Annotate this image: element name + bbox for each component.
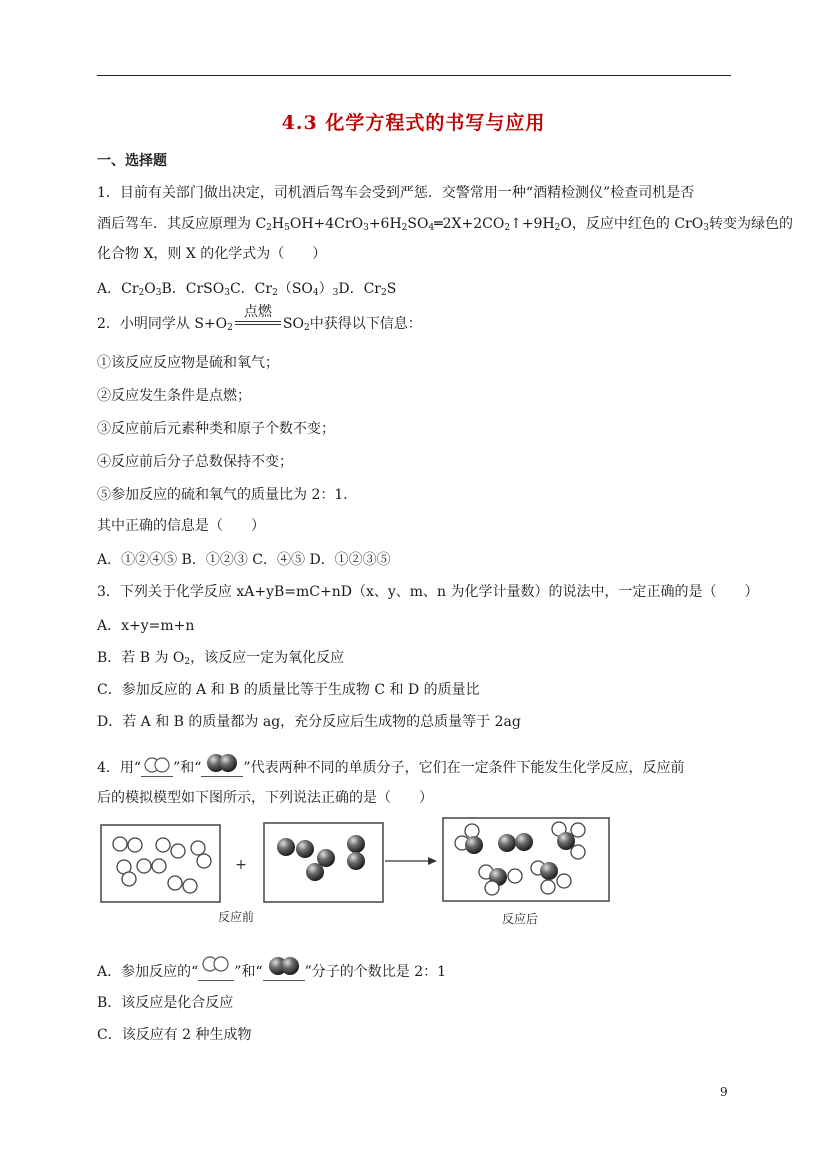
q3-option-d: D．若 A 和 B 的质量都为 ag，充分反应后生成物的总质量等于 2ag — [97, 714, 521, 730]
dark-molecule-icon — [201, 751, 243, 777]
q4-stem: 4．用“ ”和“ ”代表两种不同的单质分子，它们在一定条件下能发生化学反应，反应前 — [97, 751, 685, 777]
q3-option-b: B．若 B 为 $O_2$，该反应一定为氧化反应 — [97, 650, 345, 667]
q1-line2: 酒后驾车．其反应原理为 $C_2H_5OH+4CrO_3+6H_2SO_4═2X+2CO_2↑+9H_2O$，反应中红色的 CrO$_3$转变为绿色的 — [97, 216, 793, 233]
q2-item-2: ②反应发生条件是点燃； — [97, 388, 251, 404]
q3-option-a: A．x+y=m+n — [97, 618, 195, 634]
q2-item-4: ④反应前后分子总数保持不变； — [97, 454, 293, 470]
q3-option-c: C．参加反应的 A 和 B 的质量比等于生成物 C 和 D 的质量比 — [97, 682, 480, 698]
svg-text:+: + — [235, 857, 247, 873]
white-molecule-icon — [141, 753, 173, 777]
reaction-condition: 点燃 — [233, 315, 283, 333]
q1-line1: 1．目前有关部门做出决定，司机酒后驾车会受到严惩．交警常用一种“酒精检测仪”检查司机是否 — [97, 185, 695, 201]
q4-stem-line2: 后的模拟模型如下图所示，下列说法正确的是（ ） — [97, 790, 433, 806]
q2-options: A．①②④⑤ B．①②③ C．④⑤ D．①②③⑤ — [97, 552, 391, 568]
q2-item-1: ①该反应反应物是硫和氧气； — [97, 355, 279, 371]
header-rule — [97, 75, 731, 76]
q1-line3: 化合物 X，则 X 的化学式为（ ） — [97, 246, 327, 262]
q4-option-c: C．该反应有 2 种生成物 — [97, 1027, 252, 1043]
page-number: 9 — [720, 1085, 728, 1099]
white-molecule-icon — [198, 955, 234, 981]
dark-molecule-icon — [263, 955, 305, 981]
reaction-model-figure — [100, 815, 612, 933]
q2-item-5: ⑤参加反应的硫和氧气的质量比为 2：1． — [97, 487, 358, 503]
section-heading: 一、选择题 — [97, 153, 167, 169]
q4-option-a: A．参加反应的“ ”和“ ”分子的个数比是 2：1 — [97, 955, 446, 981]
q2-question: 其中正确的信息是（ ） — [97, 518, 265, 534]
page-title: 4.3 化学方程式的书写与应用 — [281, 112, 546, 134]
q4-option-b: B．该反应是化合反应 — [97, 995, 234, 1011]
q2-intro: 2．小明同学从 $S+O_2$ 点燃 $SO_2$中获得以下信息： — [97, 304, 422, 333]
q2-item-3: ③反应前后元素种类和原子个数不变； — [97, 421, 335, 437]
q3-stem: 3．下列关于化学反应 xA+yB=mC+nD（x、y、m、n 为化学计量数）的说法中，一定正确的是（ ） — [97, 584, 759, 600]
q1-options: A．$Cr_2O_3B$．CrSO$_3$C．$Cr_2(SO_4)_3D$．$Cr_2S$ — [97, 281, 397, 298]
label-before: 反应前 — [217, 910, 255, 924]
label-after: 反应后 — [501, 912, 539, 926]
